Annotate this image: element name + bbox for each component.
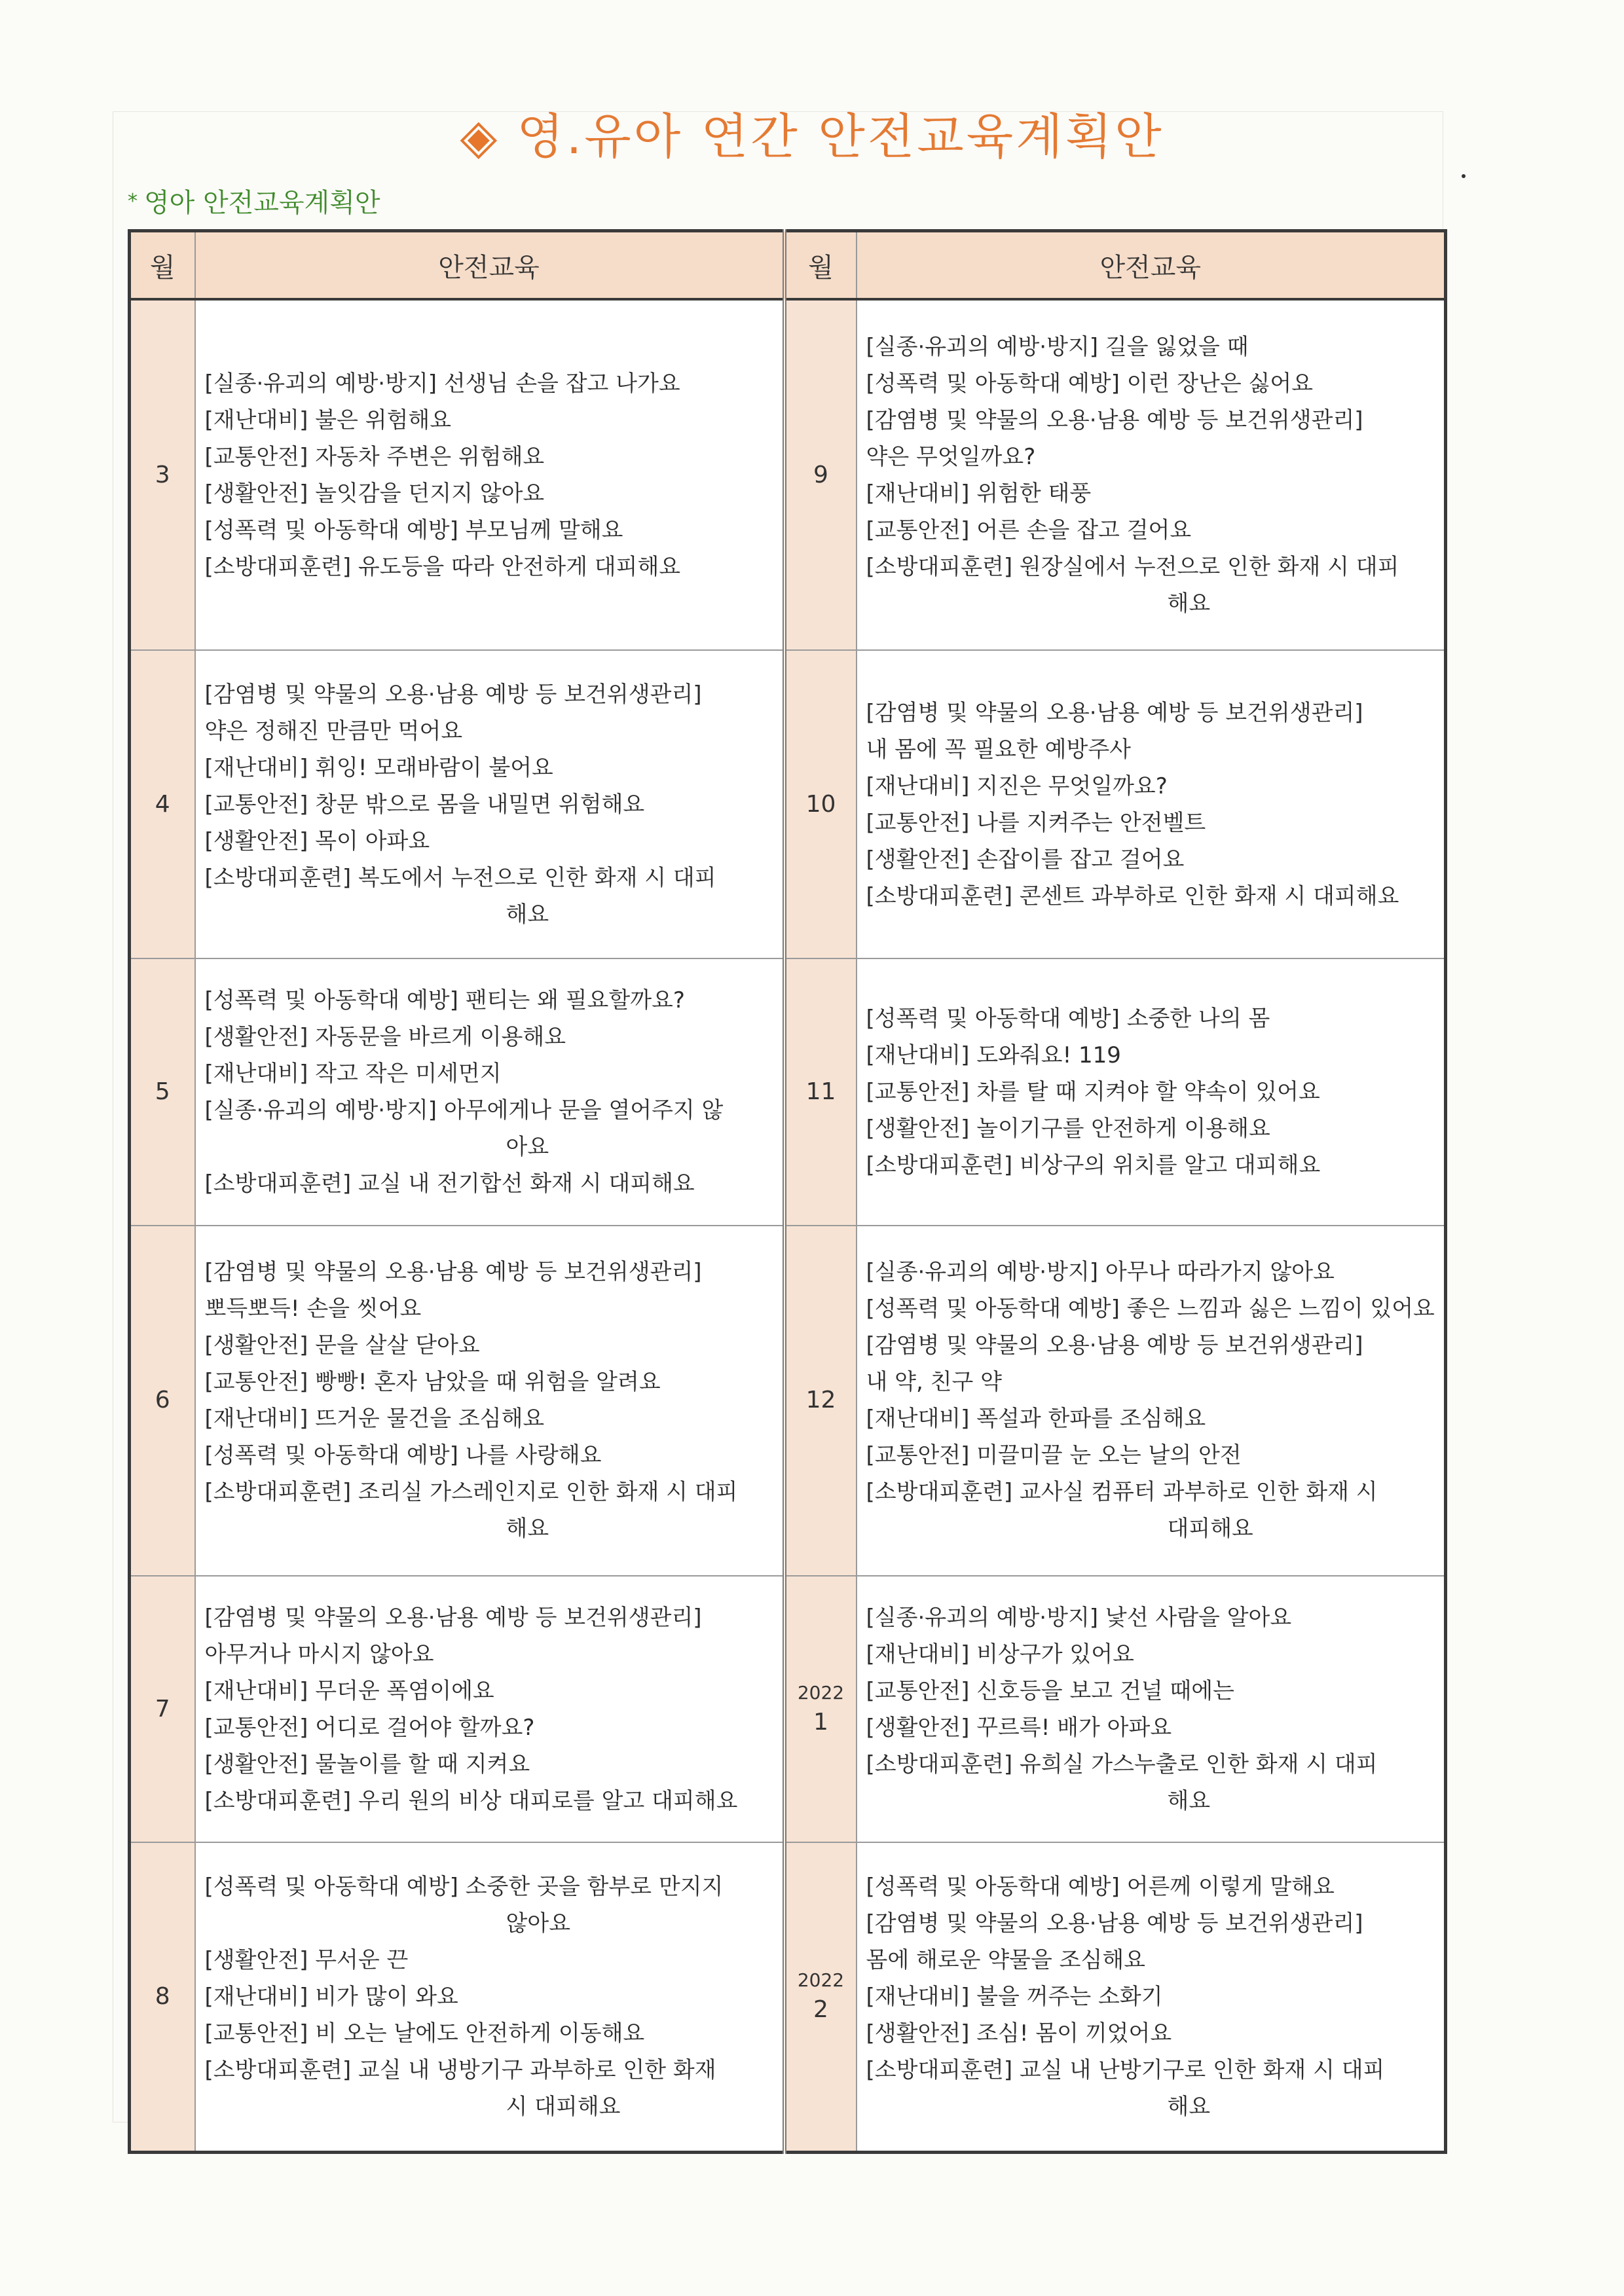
lesson-line: 아무거나 마시지 않아요 [204, 1641, 434, 1667]
page-title [0, 98, 1624, 168]
month-cell [784, 1842, 857, 2152]
lesson-line: [소방대피훈련] 교실 내 난방기구로 인한 화재 시 대피 [866, 2057, 1385, 2084]
content-cell [195, 1226, 784, 1576]
table-row [130, 650, 1446, 958]
lesson-line: [재난대비] 작고 작은 미세먼지 [204, 1061, 502, 1087]
lesson-line: [재난대비] 불은 위험해요 [204, 407, 452, 433]
content-cell [857, 1842, 1446, 2152]
lesson-line: [교통안전] 차를 탈 때 지켜야 할 약속이 있어요 [866, 1079, 1320, 1106]
month-cell [130, 1576, 195, 1843]
lesson-line: 해요 [1167, 2094, 1211, 2121]
month-cell [130, 958, 195, 1226]
lesson-line: [재난대비] 비상구가 있어요 [866, 1641, 1134, 1667]
lesson-line: [감염병 및 약물의 오용·남용 예방 등 보건위생관리] [866, 1910, 1363, 1937]
month-cell [784, 299, 857, 650]
content-cell [857, 1226, 1446, 1576]
month-cell [784, 1576, 857, 1843]
month-label: 5 [155, 1078, 170, 1106]
month-cell [130, 1842, 195, 2152]
table-row [130, 1842, 1446, 2152]
lesson-line: [실종·유괴의 예방·방지] 선생님 손을 잡고 나가요 [204, 370, 680, 397]
content-cell [195, 958, 784, 1226]
section-subtitle-text: 영아 안전교육계획안 [144, 188, 380, 218]
lesson-line: 몸에 해로운 약물을 조심해요 [866, 1947, 1146, 1974]
content-cell [857, 299, 1446, 650]
month-label: 9 [813, 461, 828, 488]
lesson-line: [실종·유괴의 예방·방지] 길을 잃었을 때 [866, 333, 1249, 360]
asterisk-icon: * [128, 190, 138, 213]
content-cell [195, 1576, 784, 1843]
month-label: 7 [155, 1695, 170, 1722]
lesson-line: [생활안전] 물놀이를 할 때 지켜요 [204, 1751, 530, 1777]
month-label: 1 [813, 1708, 828, 1736]
lesson-line: 뽀득뽀득! 손을 씻어요 [204, 1296, 422, 1322]
month-cell [784, 650, 857, 958]
lesson-line: 아요 [506, 1134, 549, 1161]
lesson-line: [생활안전] 놀잇감을 던지지 않아요 [204, 480, 545, 507]
month-label: 12 [805, 1387, 836, 1414]
month-cell [784, 958, 857, 1226]
lesson-line: [소방대피훈련] 우리 원의 비상 대피로를 알고 대피해요 [204, 1787, 738, 1814]
lesson-line: [소방대피훈련] 교실 내 전기합선 화재 시 대피해요 [204, 1171, 695, 1197]
lesson-line: [감염병 및 약물의 오용·남용 예방 등 보건위생관리] [204, 681, 702, 708]
lesson-line: [소방대피훈련] 유희실 가스누출로 인한 화재 시 대피 [866, 1751, 1378, 1777]
year-label: 2022 [797, 1681, 845, 1704]
month-label: 4 [155, 790, 170, 818]
lesson-line: [실종·유괴의 예방·방지] 아무에게나 문을 열어주지 않 [204, 1097, 724, 1124]
lesson-line: [소방대피훈련] 교사실 컴퓨터 과부하로 인한 화재 시 [866, 1479, 1378, 1506]
lesson-line: 약은 무엇일까요? [866, 443, 1036, 470]
lesson-line: 해요 [1167, 590, 1211, 617]
lesson-line: [생활안전] 자동문을 바르게 이용해요 [204, 1024, 566, 1051]
lesson-line: [성폭력 및 아동학대 예방] 좋은 느낌과 싫은 느낌이 있어요 [866, 1296, 1435, 1322]
lesson-line: 내 약, 친구 약 [866, 1369, 1002, 1396]
lesson-line: [소방대피훈련] 복도에서 누전으로 인한 화재 시 대피 [204, 864, 716, 891]
lesson-line: [재난대비] 불을 꺼주는 소화기 [866, 1984, 1163, 2011]
lesson-line: 대피해요 [1167, 1516, 1253, 1542]
month-label: 3 [155, 461, 170, 488]
lesson-line: 내 몸에 꼭 필요한 예방주사 [866, 736, 1132, 763]
month-cell [130, 1226, 195, 1576]
lesson-line: [교통안전] 미끌미끌 눈 오는 날의 안전 [866, 1442, 1242, 1469]
lesson-line: 시 대피해요 [506, 2094, 621, 2121]
month-label: 6 [155, 1387, 170, 1414]
lesson-line: [생활안전] 놀이기구를 안전하게 이용해요 [866, 1116, 1270, 1142]
month-cell [130, 299, 195, 650]
table-body [130, 299, 1446, 2153]
lesson-line: [성폭력 및 아동학대 예방] 팬티는 왜 필요할까요? [204, 987, 685, 1014]
lesson-line: [생활안전] 손잡이를 잡고 걸어요 [866, 846, 1185, 873]
lesson-line: [생활안전] 무서운 끈 [204, 1947, 409, 1974]
content-cell [857, 650, 1446, 958]
lesson-line: [생활안전] 문을 살살 닫아요 [204, 1332, 480, 1359]
month-label: 2 [813, 1996, 828, 2024]
header-month-left: 월 [130, 231, 195, 300]
lesson-line: 해요 [1167, 1787, 1211, 1814]
lesson-line: [실종·유괴의 예방·방지] 낯선 사람을 알아요 [866, 1604, 1292, 1631]
lesson-line: [교통안전] 어른 손을 잡고 걸어요 [866, 517, 1192, 543]
content-cell [195, 1842, 784, 2152]
lesson-line: [교통안전] 비 오는 날에도 안전하게 이동해요 [204, 2020, 645, 2047]
lesson-line: [소방대피훈련] 비상구의 위치를 알고 대피해요 [866, 1152, 1321, 1179]
header-content-right: 안전교육 [857, 231, 1446, 300]
lesson-line: 해요 [506, 901, 549, 928]
lesson-line: [재난대비] 비가 많이 와요 [204, 1984, 458, 2011]
month-label: 10 [805, 790, 836, 818]
lesson-line: [소방대피훈련] 교실 내 냉방기구 과부하로 인한 화재 [204, 2057, 716, 2084]
lesson-line: [감염병 및 약물의 오용·남용 예방 등 보건위생관리] [866, 407, 1363, 433]
lesson-line: 약은 정해진 만큼만 먹어요 [204, 718, 463, 744]
content-cell [857, 1576, 1446, 1843]
lesson-line: [교통안전] 신호등을 보고 건널 때에는 [866, 1677, 1234, 1704]
year-label: 2022 [797, 1969, 845, 1992]
lesson-line: [재난대비] 위험한 태풍 [866, 480, 1092, 507]
lesson-line: [감염병 및 약물의 오용·남용 예방 등 보건위생관리] [866, 699, 1363, 726]
header-month-right: 월 [784, 231, 857, 300]
month-label: 8 [155, 1983, 170, 2011]
lesson-line: [소방대피훈련] 조리실 가스레인지로 인한 화재 시 대피 [204, 1479, 738, 1506]
lesson-line: [성폭력 및 아동학대 예방] 부모님께 말해요 [204, 517, 623, 543]
table-header-row [130, 231, 1446, 300]
table-row [130, 1226, 1446, 1576]
lesson-line: [교통안전] 자동차 주변은 위험해요 [204, 443, 545, 470]
table-row [130, 299, 1446, 650]
lesson-line: [소방대피훈련] 원장실에서 누전으로 인한 화재 시 대피 [866, 553, 1399, 580]
safety-plan-table [128, 229, 1447, 2154]
lesson-line: [성폭력 및 아동학대 예방] 나를 사랑해요 [204, 1442, 602, 1469]
table-row [130, 958, 1446, 1226]
lesson-line: [감염병 및 약물의 오용·남용 예방 등 보건위생관리] [866, 1332, 1363, 1359]
lesson-line: [소방대피훈련] 콘센트 과부하로 인한 화재 시 대피해요 [866, 883, 1399, 909]
lesson-line: [소방대피훈련] 유도등을 따라 안전하게 대피해요 [204, 553, 681, 580]
content-cell [195, 299, 784, 650]
month-cell [130, 650, 195, 958]
page-title-text: 영.유아 연간 안전교육계획안 [517, 109, 1164, 165]
lesson-line: [교통안전] 나를 지켜주는 안전벨트 [866, 809, 1206, 836]
lesson-line: [재난대비] 도와줘요! 119 [866, 1042, 1121, 1069]
diamond-icon: ◈ [460, 109, 500, 165]
lesson-line: [교통안전] 창문 밖으로 몸을 내밀면 위험해요 [204, 791, 645, 818]
lesson-line: [성폭력 및 아동학대 예방] 소중한 나의 몸 [866, 1006, 1270, 1032]
content-cell [195, 650, 784, 958]
lesson-line: [재난대비] 무더운 폭염이에요 [204, 1677, 494, 1704]
month-label: 11 [805, 1078, 836, 1106]
lesson-line: [재난대비] 뜨거운 물건을 조심해요 [204, 1406, 545, 1432]
lesson-line: [성폭력 및 아동학대 예방] 이런 장난은 싫어요 [866, 370, 1314, 397]
lesson-line: [재난대비] 폭설과 한파를 조심해요 [866, 1406, 1206, 1432]
lesson-line: [교통안전] 빵빵! 혼자 남았을 때 위험을 알려요 [204, 1369, 661, 1396]
lesson-line: [생활안전] 조심! 몸이 끼었어요 [866, 2020, 1172, 2047]
header-content-left: 안전교육 [195, 231, 784, 300]
lesson-line: 않아요 [506, 1910, 571, 1937]
lesson-line: [재난대비] 휘잉! 모래바람이 불어요 [204, 754, 553, 781]
content-cell [857, 958, 1446, 1226]
lesson-line: [실종·유괴의 예방·방지] 아무나 따라가지 않아요 [866, 1259, 1335, 1286]
table-row [130, 1576, 1446, 1843]
section-subtitle [128, 182, 380, 219]
lesson-line: [재난대비] 지진은 무엇일까요? [866, 773, 1168, 799]
lesson-line: [성폭력 및 아동학대 예방] 어른께 이렇게 말해요 [866, 1874, 1335, 1901]
lesson-line: [생활안전] 목이 아파요 [204, 828, 430, 854]
lesson-line: [성폭력 및 아동학대 예방] 소중한 곳을 함부로 만지지 [204, 1874, 724, 1901]
lesson-line: [감염병 및 약물의 오용·남용 예방 등 보건위생관리] [204, 1604, 702, 1631]
lesson-line: [교통안전] 어디로 걸어야 할까요? [204, 1714, 535, 1741]
lesson-line: 해요 [506, 1516, 549, 1542]
lesson-line: [생활안전] 꾸르륵! 배가 아파요 [866, 1714, 1172, 1741]
lesson-line: [감염병 및 약물의 오용·남용 예방 등 보건위생관리] [204, 1259, 702, 1286]
scan-speck [1462, 174, 1466, 178]
month-cell [784, 1226, 857, 1576]
